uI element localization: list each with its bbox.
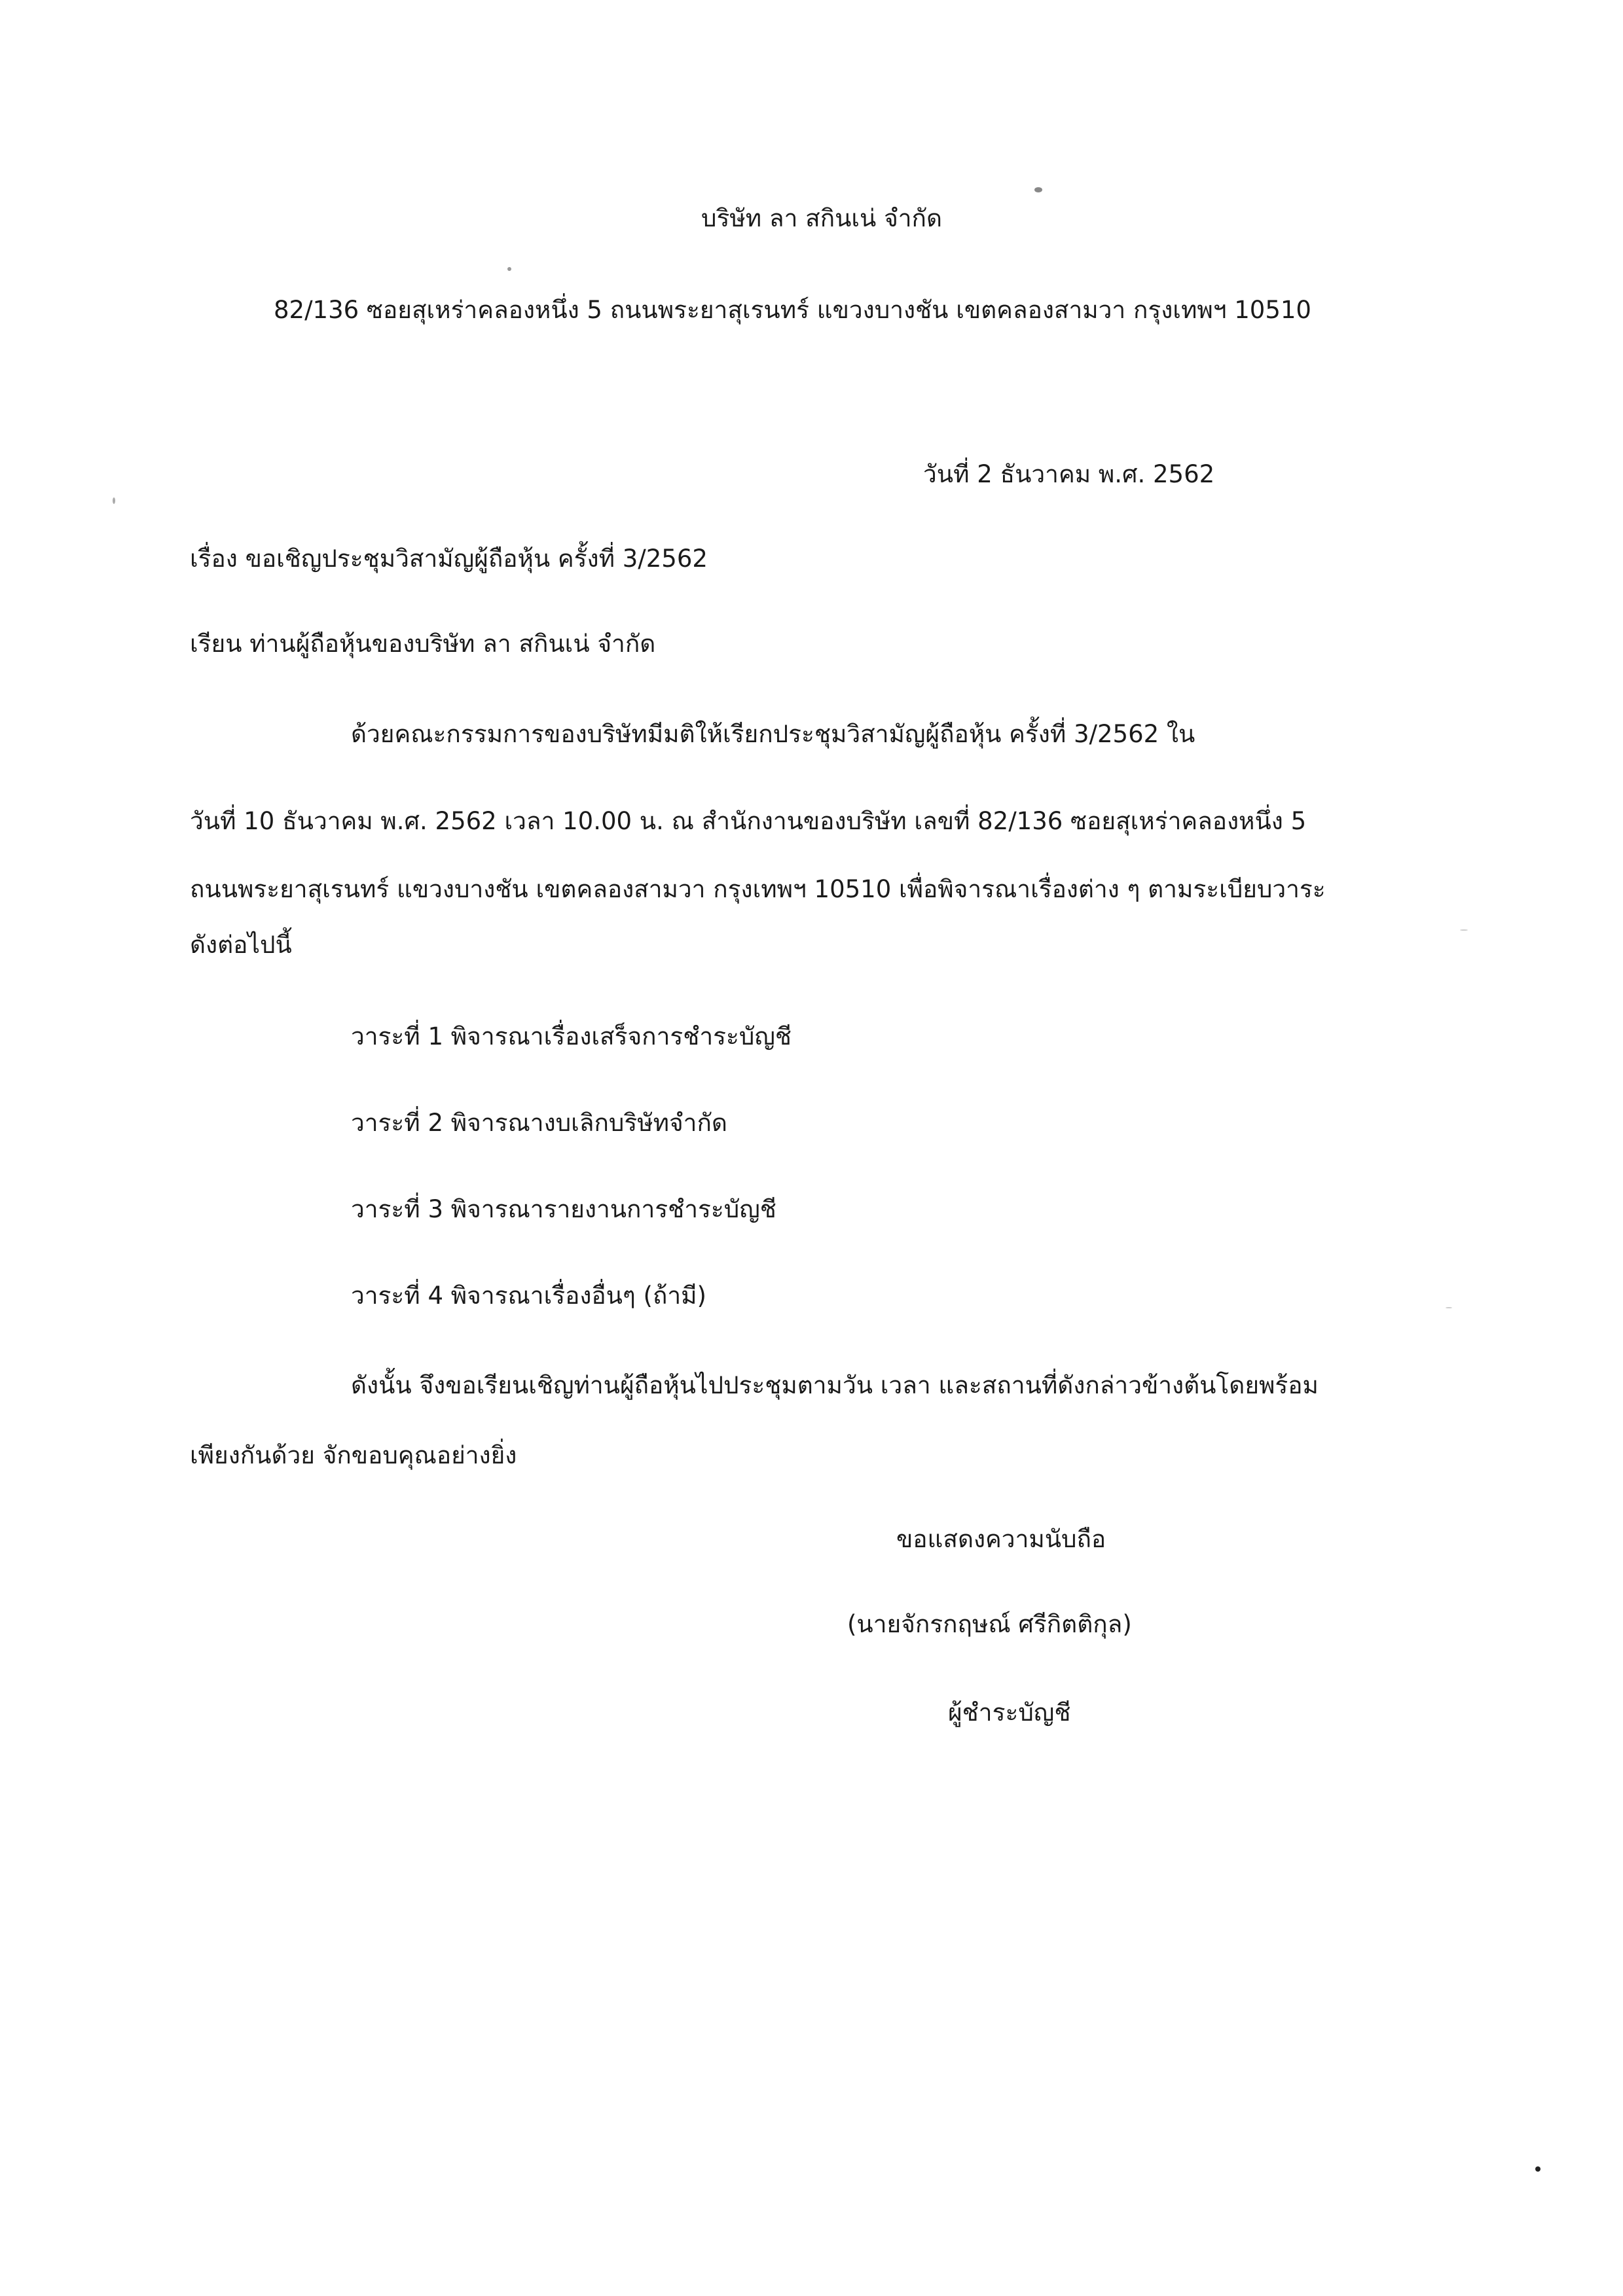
- scan-speck: [507, 267, 511, 271]
- body-line: ถนนพระยาสุเรนทร์ แขวงบางชัน เขตคลองสามวา กรุงเทพฯ 10510 เพื่อพิจารณาเรื่องต่าง ๆ ตามระเบียบวาระ: [190, 875, 1326, 903]
- letter-date: วันที่ 2 ธันวาคม พ.ศ. 2562: [923, 460, 1215, 488]
- letter-subject: เรื่อง ขอเชิญประชุมวิสามัญผู้ถือหุ้น ครั้งที่ 3/2562: [190, 545, 708, 573]
- body-line: ด้วยคณะกรรมการของบริษัทมีมติให้เรียกประชุมวิสามัญผู้ถือหุ้น ครั้งที่ 3/2562 ใน: [351, 720, 1195, 748]
- signer-name: (นายจักรกฤษณ์ ศรีกิตติกุล): [847, 1610, 1132, 1638]
- regards: ขอแสดงความนับถือ: [896, 1525, 1106, 1553]
- agenda-item: วาระที่ 2 พิจารณางบเลิกบริษัทจำกัด: [351, 1109, 727, 1137]
- company-address: 82/136 ซอยสุเหร่าคลองหนึ่ง 5 ถนนพระยาสุเรนทร์ แขวงบางชัน เขตคลองสามวา กรุงเทพฯ 10510: [274, 296, 1311, 324]
- closing-line: ดังนั้น จึงขอเรียนเชิญท่านผู้ถือหุ้นไปประชุมตามวัน เวลา และสถานที่ดังกล่าวข้างต้นโดยพร้อม: [351, 1371, 1319, 1399]
- body-line: วันที่ 10 ธันวาคม พ.ศ. 2562 เวลา 10.00 น. ณ สำนักงานของบริษัท เลขที่ 82/136 ซอยสุเหร่าคลองหนึ่ง 5: [190, 807, 1307, 835]
- agenda-item: วาระที่ 1 พิจารณาเรื่องเสร็จการชำระบัญชี: [351, 1022, 792, 1050]
- agenda-item: วาระที่ 3 พิจารณารายงานการชำระบัญชี: [351, 1195, 776, 1223]
- scan-speck: [1535, 2166, 1541, 2172]
- body-line: ดังต่อไปนี้: [190, 931, 292, 959]
- company-name: บริษัท ลา สกินเน่ จำกัด: [701, 204, 942, 232]
- scan-speck: [1034, 187, 1042, 192]
- letter-recipient: เรียน ท่านผู้ถือหุ้นของบริษัท ลา สกินเน่ จำกัด: [190, 630, 656, 658]
- scan-speck: [1460, 929, 1468, 931]
- signer-position: ผู้ชำระบัญชี: [948, 1698, 1071, 1727]
- closing-line: เพียงกันด้วย จักขอบคุณอย่างยิ่ง: [190, 1441, 517, 1469]
- scan-speck: [113, 497, 115, 504]
- scan-speck: [1446, 1307, 1452, 1308]
- agenda-item: วาระที่ 4 พิจารณาเรื่องอื่นๆ (ถ้ามี): [351, 1282, 706, 1310]
